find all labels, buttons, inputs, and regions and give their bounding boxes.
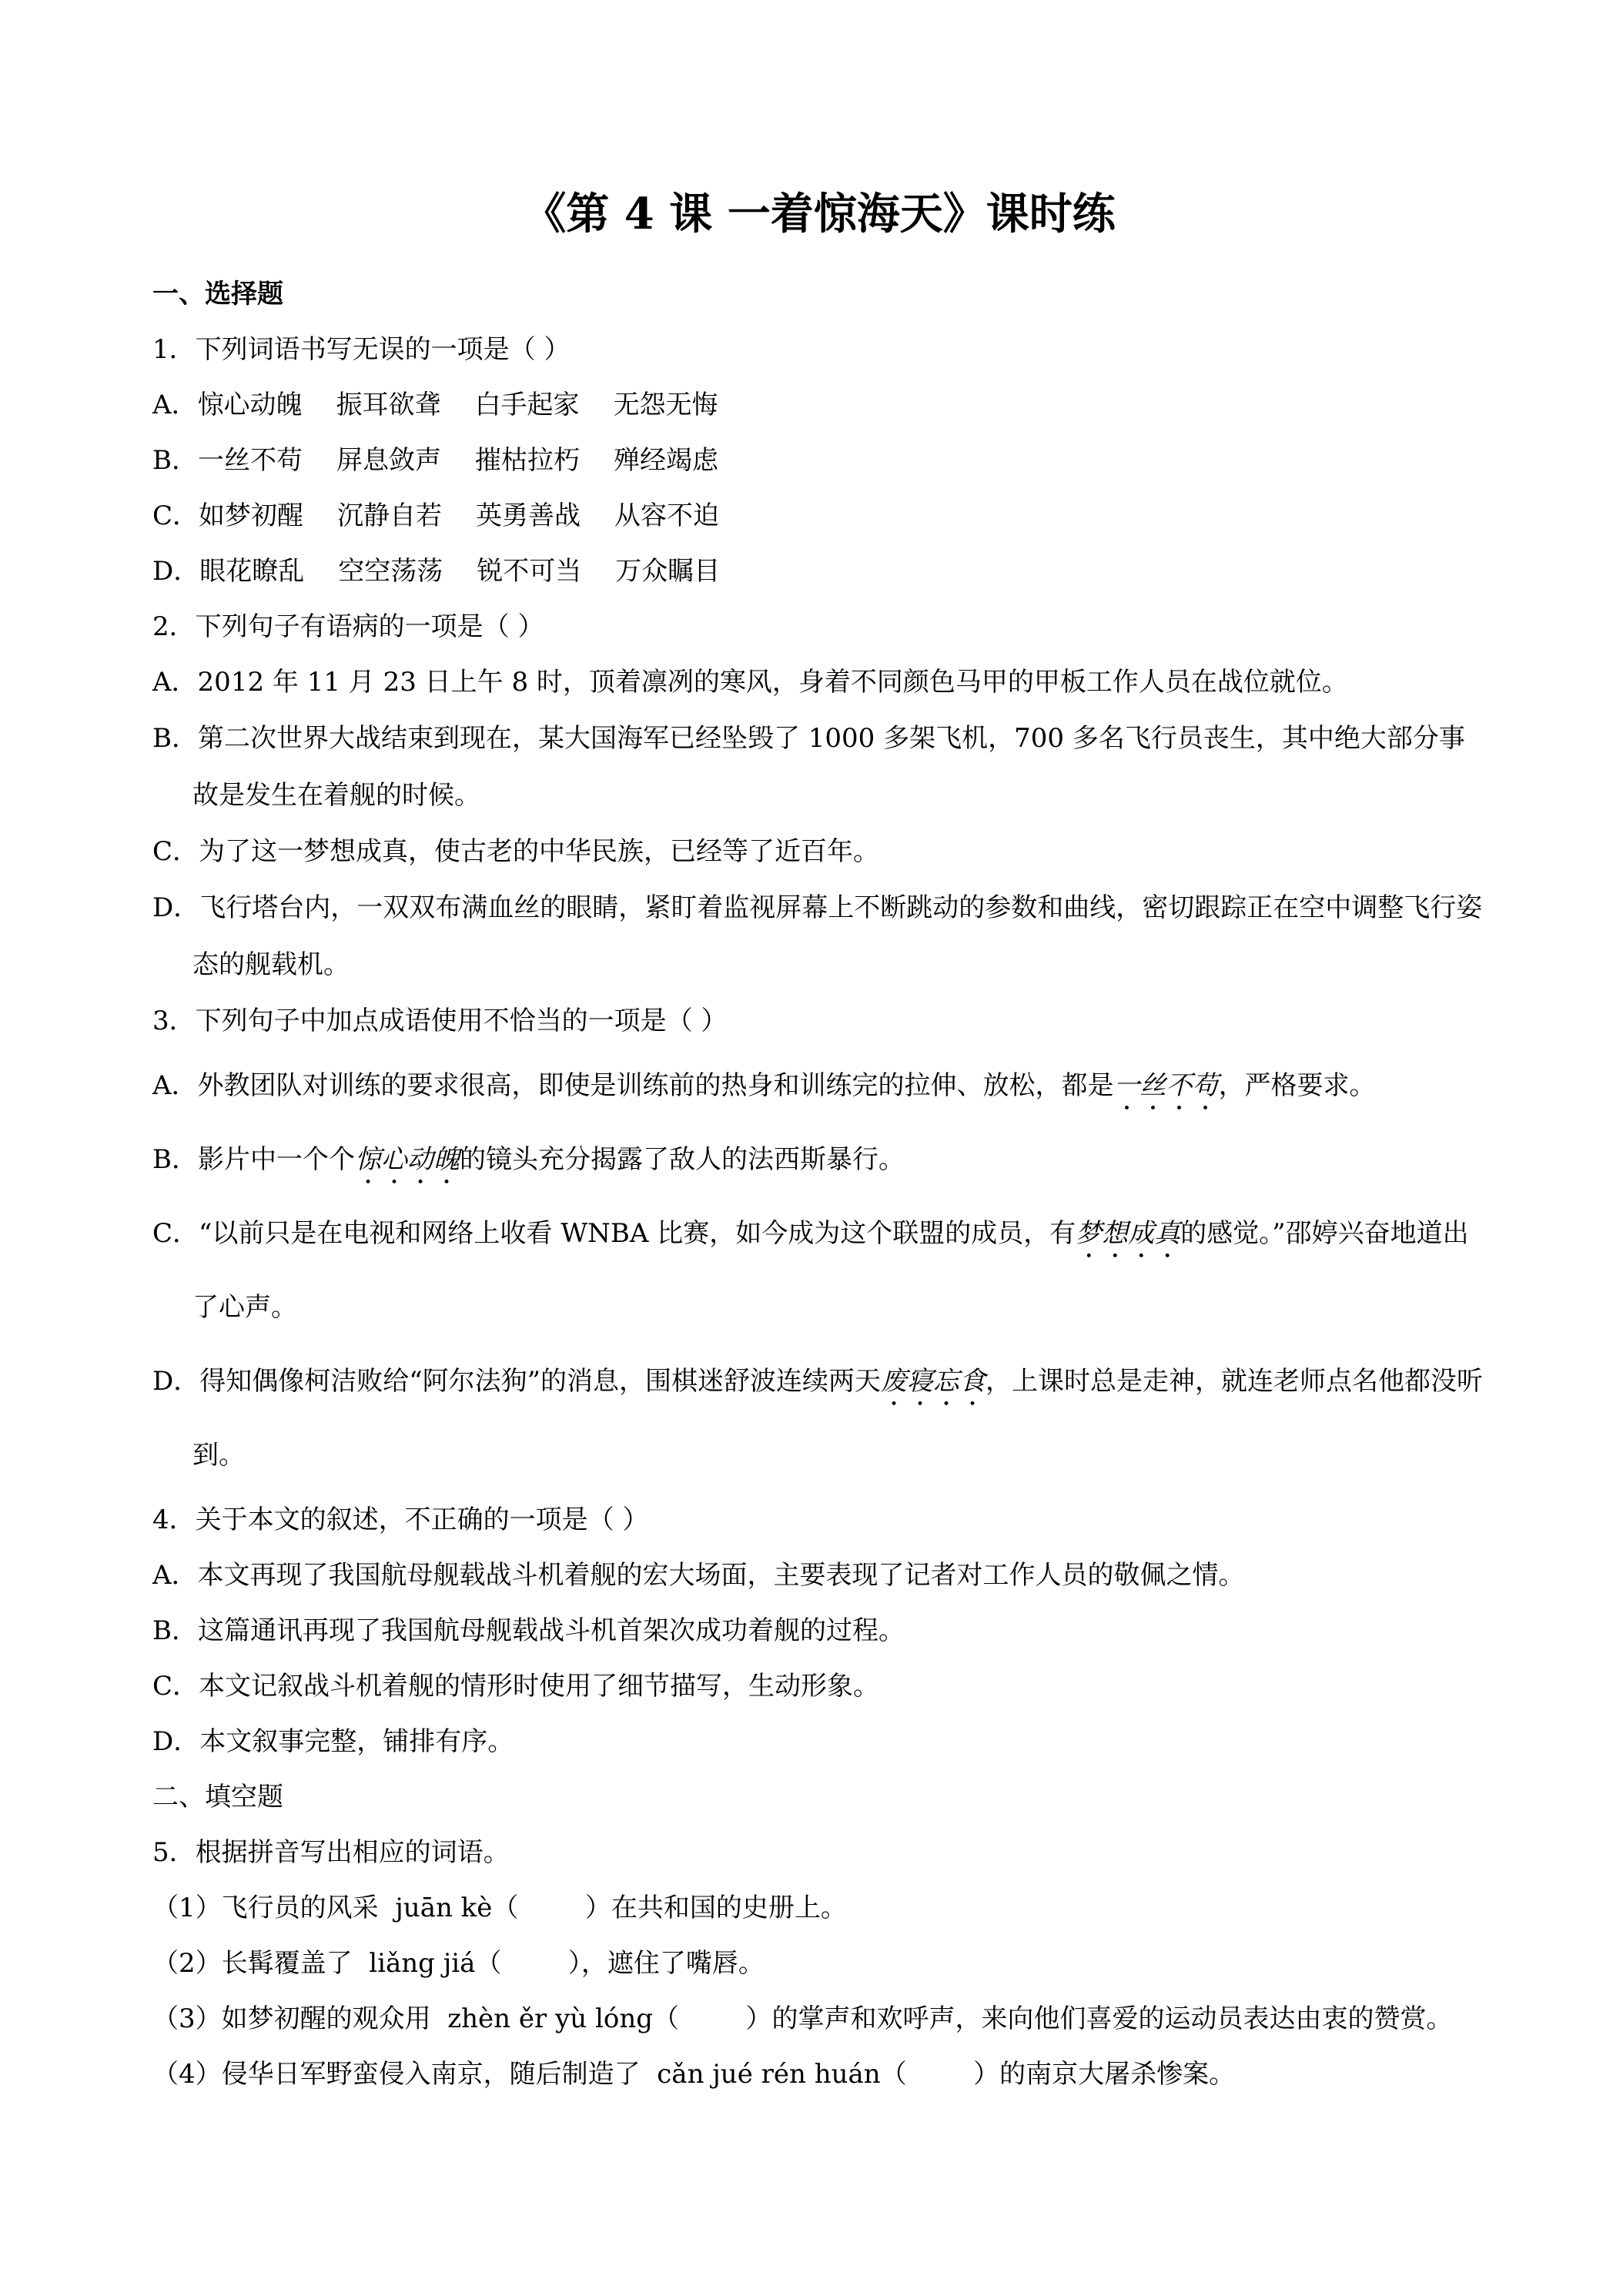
question-5-stem: 5．根据拼音写出相应的词语。 [152, 1837, 510, 1868]
option-word: 万众瞩目 [615, 556, 721, 587]
option-word: 白手起家 [474, 390, 580, 420]
option-word: 如梦初醒 [199, 500, 304, 531]
option-text: ，上课时总是走神，就连老师点名他都没听到。 [192, 1366, 1484, 1471]
option-text: A．外教团队对训练的要求很高，即使是训练前的热身和训练完的拉伸、放松，都是 [152, 1070, 1114, 1101]
q5-item-4 [152, 2047, 1486, 2102]
q5-item-3 [152, 1991, 1486, 2047]
question-4-stem: 4．关于本文的叙述，不正确的一项是（ ） [152, 1504, 649, 1535]
option-text: 的镜头充分揭露了敌人的法西斯暴行。 [460, 1144, 905, 1175]
option-word: 英勇善战 [476, 500, 581, 531]
pinyin: cǎn jué rén huán [657, 2059, 881, 2090]
q2-option-c: C．为了这一梦想成真，使古老的中华民族，已经等了近百年。 [152, 836, 880, 867]
question-2-stem: 2．下列句子有语病的一项是（ ） [152, 611, 544, 642]
option-text: C．“以前只是在电视和网络上收看 WNBA 比赛，如今成为这个联盟的成员，有 [152, 1218, 1076, 1249]
option-text: B．影片中一个个 [152, 1144, 355, 1175]
pinyin: liǎng jiá [369, 1948, 476, 1979]
q3-option-a [152, 1049, 1486, 1123]
pinyin: juān kè [395, 1893, 493, 1923]
section-heading-fill: 二、填空题 [152, 1782, 283, 1812]
q5-item-2 [152, 1936, 1486, 1991]
item-text: （1）飞行员的风采 [152, 1893, 396, 1923]
q3-option-c [152, 1197, 1486, 1344]
option-word: 屏息敛声 [336, 445, 441, 476]
option-text: ，严格要求。 [1218, 1070, 1376, 1101]
option-text: 的感觉。”邵婷兴奋地道出了心声。 [192, 1218, 1469, 1323]
q4-option-d: D．本文叙事完整，铺排有序。 [152, 1726, 514, 1757]
option-word: 摧枯拉朽 [475, 445, 580, 476]
option-word: 惊心动魄 [197, 390, 303, 420]
q1-option-a [152, 377, 1486, 433]
option-word: 眼花瞭乱 [199, 556, 305, 587]
dotted-idiom: 废寝忘食 [881, 1366, 986, 1397]
option-label: D． [152, 556, 200, 587]
dotted-idiom: 梦想成真 [1076, 1218, 1181, 1249]
worksheet [152, 177, 1486, 2102]
q5-item-1 [152, 1880, 1486, 1936]
option-word: 沉静自若 [337, 500, 443, 531]
answer-blank[interactable]: （ ） [475, 1948, 581, 1979]
item-text: （2）长髯覆盖了 [152, 1948, 370, 1979]
item-text: （3）如梦初醒的观众用 [152, 2003, 448, 2034]
option-word: 殚经竭虑 [614, 445, 718, 476]
question-1-stem: 1．下列词语书写无误的一项是（ ） [152, 334, 571, 365]
question-3-stem: 3．下列句子中加点成语使用不恰当的一项是（ ） [152, 1006, 728, 1036]
option-label: A． [152, 390, 198, 420]
item-text: 的南京大屠杀惨案。 [999, 2059, 1236, 2090]
dotted-idiom: 惊心动魄 [355, 1144, 460, 1175]
answer-blank[interactable]: （ ） [492, 1893, 611, 1923]
q2-option-b: B．第二次世界大战结束到现在，某大国海军已经坠毁了 1000 多架飞机，700 多名飞行员丧生，其中绝大部分事故是发生在着舰的时候。 [152, 723, 1465, 811]
section-heading-choice: 一、选择题 [152, 279, 283, 310]
q4-option-a: A．本文再现了我国航母舰载战斗机着舰的宏大场面，主要表现了记者对工作人员的敬佩之情。 [152, 1560, 1245, 1591]
option-label: B． [152, 445, 198, 476]
answer-blank[interactable]: （ ） [653, 2003, 772, 2034]
q1-option-c [152, 488, 1486, 544]
option-word: 锐不可当 [477, 556, 582, 587]
option-text: D．得知偶像柯洁败给“阿尔法狗”的消息，围棋迷舒波连续两天 [152, 1366, 882, 1397]
answer-blank[interactable]: （ ） [880, 2059, 1000, 2090]
page-title: 《第 4 课 一着惊海天》课时练 [523, 189, 1116, 239]
q2-option-d: D．飞行塔台内，一双双布满血丝的眼睛，紧盯着监视屏幕上不断跳动的参数和曲线，密切跟踪正在空中调整飞行姿态的舰载机。 [152, 892, 1483, 980]
q3-option-b [152, 1123, 1486, 1197]
option-word: 一丝不苟 [198, 445, 303, 476]
option-word: 无怨无悔 [613, 390, 718, 420]
item-text: 在共和国的史册上。 [611, 1893, 847, 1923]
item-text: 的掌声和欢呼声，来向他们喜爱的运动员表达由衷的赞赏。 [771, 2003, 1453, 2034]
dotted-idiom: 一丝不苟 [1113, 1070, 1219, 1101]
option-word: 空空荡荡 [338, 556, 443, 587]
item-text: ，遮住了嘴唇。 [581, 1948, 765, 1979]
q4-option-b: B．这篇通讯再现了我国航母舰载战斗机首架次成功着舰的过程。 [152, 1615, 905, 1646]
item-text: （4）侵华日军野蛮侵入南京，随后制造了 [152, 2059, 658, 2090]
q1-option-d [152, 544, 1486, 599]
q1-option-b [152, 433, 1486, 488]
q2-option-a: A．2012 年 11 月 23 日上午 8 时，顶着凛冽的寒风，身着不同颜色马甲的甲板工作人员在战位就位。 [152, 667, 1348, 698]
option-label: C． [152, 500, 199, 531]
option-word: 从容不迫 [614, 500, 720, 531]
q3-option-d [152, 1344, 1486, 1492]
pinyin: zhèn ěr yù lóng [447, 2003, 653, 2034]
q4-option-c: C．本文记叙战斗机着舰的情形时使用了细节描写，生动形象。 [152, 1671, 880, 1702]
option-word: 振耳欲聋 [336, 390, 441, 420]
